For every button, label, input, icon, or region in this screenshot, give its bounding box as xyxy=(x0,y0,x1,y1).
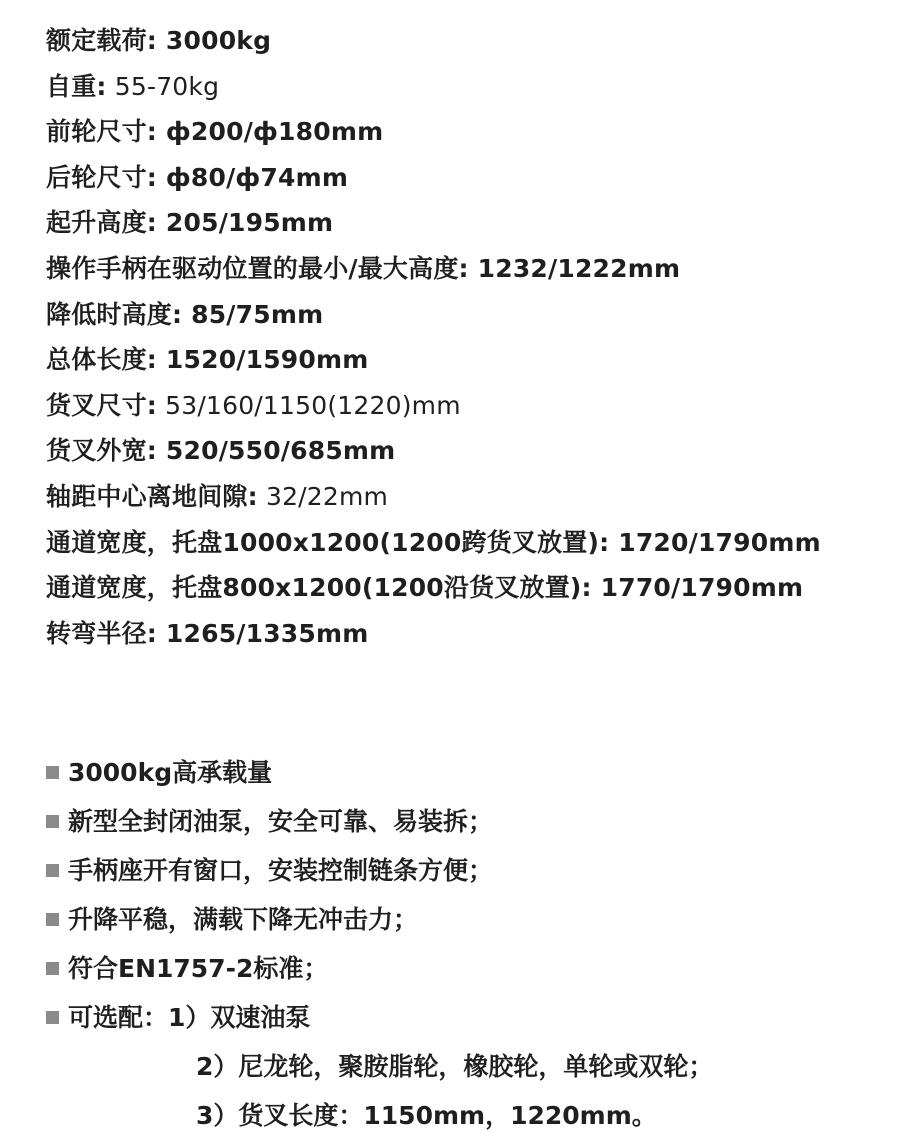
spec-label: 货叉尺寸: xyxy=(46,390,157,420)
spec-value: 520/550/685mm xyxy=(157,436,396,466)
square-bullet-icon xyxy=(46,815,59,828)
spec-value: 85/75mm xyxy=(182,299,324,329)
spec-line xyxy=(46,337,886,383)
spec-value: ф200/ф180mm xyxy=(157,117,384,147)
spec-line xyxy=(46,565,886,611)
spec-label: 转弯半径: xyxy=(46,618,157,648)
spec-label: 通道宽度，托盘1000x1200(1200跨货叉放置): xyxy=(46,527,610,557)
spec-label: 轴距中心离地间隙: xyxy=(46,481,258,511)
spec-label: 自重: xyxy=(46,71,107,101)
spec-line xyxy=(46,64,886,110)
feature-item xyxy=(46,846,886,895)
feature-text: 新型全封闭油泵，安全可靠、易装拆； xyxy=(68,807,494,836)
feature-item xyxy=(46,797,886,846)
square-bullet-icon xyxy=(46,962,59,975)
spec-label: 总体长度: xyxy=(46,345,157,375)
spec-value: 32/22mm xyxy=(257,481,389,511)
spec-value: ф80/ф74mm xyxy=(157,162,349,192)
spec-value: 1265/1335mm xyxy=(157,618,369,648)
square-bullet-icon xyxy=(46,913,59,926)
spec-line xyxy=(46,200,886,246)
feature-item xyxy=(46,748,886,797)
spec-label: 通道宽度，托盘800x1200(1200沿货叉放置): xyxy=(46,573,592,603)
spec-value: 1520/1590mm xyxy=(157,345,369,375)
spec-value: 205/195mm xyxy=(157,208,334,238)
spec-label: 操作手柄在驱动位置的最小/最大高度: xyxy=(46,253,469,283)
spec-line xyxy=(46,474,886,520)
feature-item xyxy=(46,944,886,993)
spec-value: 55-70kg xyxy=(106,71,220,101)
feature-item xyxy=(46,895,886,944)
spec-line xyxy=(46,246,886,292)
spec-label: 前轮尺寸: xyxy=(46,117,157,147)
spec-label: 货叉外宽: xyxy=(46,436,157,466)
spec-label: 起升高度: xyxy=(46,208,157,238)
square-bullet-icon xyxy=(46,864,59,877)
feature-list xyxy=(46,748,886,1140)
spec-list xyxy=(46,18,886,656)
spec-line xyxy=(46,520,886,566)
spec-value: 3000kg xyxy=(157,26,272,55)
spec-value: 1720/1790mm xyxy=(609,527,821,557)
feature-item xyxy=(46,993,886,1042)
feature-text: 升降平稳，满载下降无冲击力； xyxy=(68,905,419,934)
option-item: 2）尼龙轮，聚胺脂轮，橡胶轮，单轮或双轮； xyxy=(196,1052,714,1081)
spec-line xyxy=(46,155,886,201)
spec-line xyxy=(46,18,886,64)
spec-label: 额定载荷: xyxy=(46,26,157,55)
spec-line xyxy=(46,428,886,474)
spec-value: 53/160/1150(1220)mm xyxy=(157,390,461,420)
spec-line xyxy=(46,292,886,338)
spec-label: 降低时高度: xyxy=(46,299,183,329)
square-bullet-icon xyxy=(46,1011,59,1024)
spec-label: 后轮尺寸: xyxy=(46,162,157,192)
spec-line xyxy=(46,611,886,657)
spec-value: 1232/1222mm xyxy=(468,253,681,283)
feature-text: 手柄座开有窗口，安装控制链条方便； xyxy=(68,856,494,885)
spec-line xyxy=(46,383,886,429)
feature-text: 3000kg高承载量 xyxy=(68,758,273,787)
option-item: 3）货叉长度：1150mm，1220mm。 xyxy=(196,1101,657,1130)
spec-value: 1770/1790mm xyxy=(591,573,804,603)
feature-text: 符合EN1757-2标准； xyxy=(68,954,329,983)
spec-line xyxy=(46,109,886,155)
square-bullet-icon xyxy=(46,766,59,779)
feature-text: 可选配：1）双速油泵 xyxy=(68,1003,311,1032)
